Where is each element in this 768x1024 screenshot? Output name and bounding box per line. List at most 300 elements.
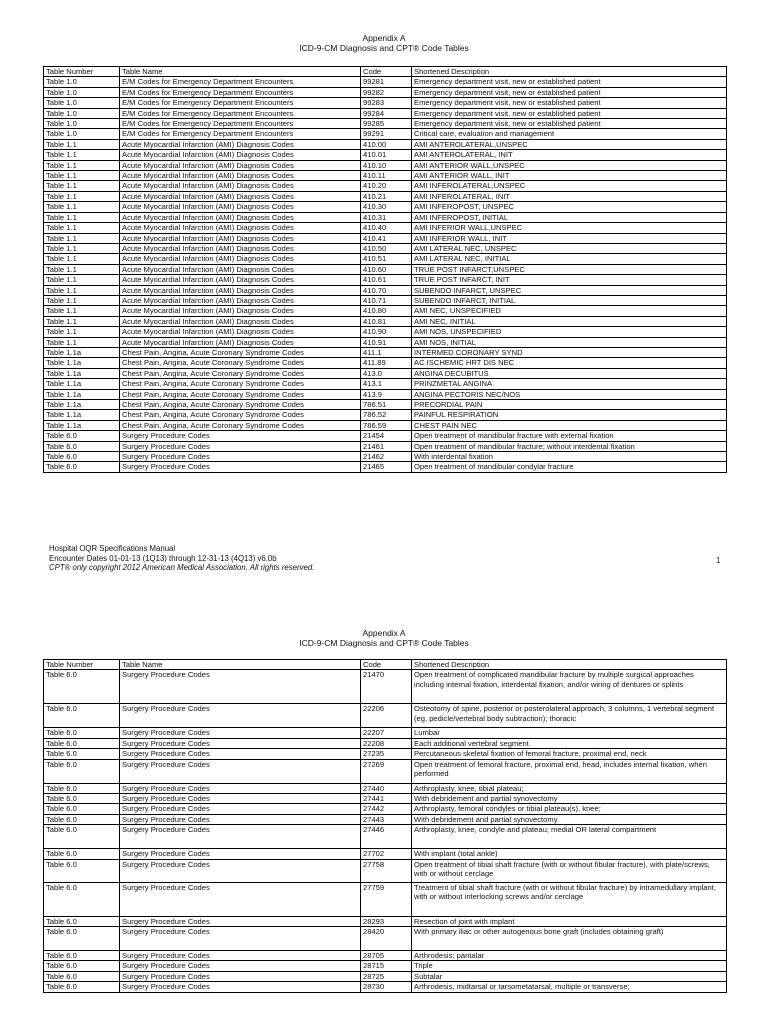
table-row — [44, 347, 727, 357]
table-number-cell: Table 1.1 — [44, 285, 120, 295]
code-cell: 410.30 — [361, 202, 412, 212]
table-number-cell: Table 1.0 — [44, 98, 120, 108]
code-cell: 99283 — [361, 98, 412, 108]
table-name-cell: Surgery Procedure Codes — [120, 462, 361, 472]
appendix-subtitle: ICD-9-CM Diagnosis and CPT® Code Tables — [299, 43, 469, 53]
table-row — [44, 783, 727, 793]
table-name-cell: Surgery Procedure Codes — [120, 982, 361, 992]
table-name-cell: Surgery Procedure Codes — [120, 441, 361, 451]
table-row — [44, 825, 727, 849]
table-name-cell: Acute Myocardial Infarction (AMI) Diagnosis Codes — [120, 295, 361, 305]
document-page-2 — [0, 592, 768, 1024]
table-row — [44, 420, 727, 430]
table-number-cell: Table 6.0 — [44, 961, 120, 971]
table-number-cell: Table 1.1 — [44, 191, 120, 201]
table-header-row — [44, 67, 727, 77]
description-cell: Lumbar — [412, 728, 727, 738]
code-cell: 21454 — [361, 431, 412, 441]
code-cell: 99291 — [361, 129, 412, 139]
table-name-cell: Acute Myocardial Infarction (AMI) Diagnosis Codes — [120, 285, 361, 295]
table-number-cell: Table 1.1 — [44, 171, 120, 181]
table-row — [44, 98, 727, 108]
table-row — [44, 223, 727, 233]
table-row — [44, 181, 727, 191]
table-row — [44, 814, 727, 824]
table-name-cell: Surgery Procedure Codes — [120, 882, 361, 916]
column-header: Table Number — [44, 660, 120, 670]
page-2-header — [0, 628, 768, 648]
table-number-cell: Table 1.1 — [44, 337, 120, 347]
code-cell: 22207 — [361, 728, 412, 738]
code-cell: 27441 — [361, 794, 412, 804]
table-row — [44, 982, 727, 992]
appendix-title: Appendix A — [362, 33, 406, 43]
table-number-cell: Table 1.1 — [44, 223, 120, 233]
table-number-cell: Table 6.0 — [44, 783, 120, 793]
table-name-cell: Surgery Procedure Codes — [120, 927, 361, 951]
description-cell: AMI INFEROLATERAL,UNSPEC — [412, 181, 727, 191]
table-number-cell: Table 1.1 — [44, 212, 120, 222]
table-name-cell: Acute Myocardial Infarction (AMI) Diagnosis Codes — [120, 212, 361, 222]
table-row — [44, 759, 727, 783]
table-number-cell: Table 1.1a — [44, 347, 120, 357]
table-name-cell: Chest Pain, Angina, Acute Coronary Syndrome Codes — [120, 358, 361, 368]
table-name-cell: Chest Pain, Angina, Acute Coronary Syndrome Codes — [120, 400, 361, 410]
description-cell: Triple — [412, 961, 727, 971]
code-cell: 413.1 — [361, 379, 412, 389]
table-name-cell: Acute Myocardial Infarction (AMI) Diagnosis Codes — [120, 275, 361, 285]
table-number-cell: Table 6.0 — [44, 728, 120, 738]
description-cell: INTERMED CORONARY SYND — [412, 347, 727, 357]
table-row — [44, 295, 727, 305]
code-cell: 410.61 — [361, 275, 412, 285]
page-number: 1 — [716, 556, 721, 565]
description-cell: Open treatment of mandibular fracture with external fixation — [412, 431, 727, 441]
column-header: Table Name — [120, 67, 361, 77]
description-cell: Osteotomy of spine, posterior or posterolateral approach, 3 columns, 1 vertebral segment (eg, pedicle/vertebral body subtraction); thoracic — [412, 704, 727, 728]
table-name-cell: E/M Codes for Emergency Department Encounters — [120, 119, 361, 129]
table-number-cell: Table 6.0 — [44, 749, 120, 759]
table-number-cell: Table 6.0 — [44, 882, 120, 916]
table-row — [44, 738, 727, 748]
table-number-cell: Table 6.0 — [44, 670, 120, 704]
table-number-cell: Table 6.0 — [44, 927, 120, 951]
table-number-cell: Table 1.1 — [44, 306, 120, 316]
table-row — [44, 327, 727, 337]
description-cell: AC ISCHEMIC HRT DIS NEC — [412, 358, 727, 368]
table-row — [44, 462, 727, 472]
code-cell: 27758 — [361, 859, 412, 882]
table-name-cell: Surgery Procedure Codes — [120, 783, 361, 793]
table-name-cell: Chest Pain, Angina, Acute Coronary Syndrome Codes — [120, 368, 361, 378]
table-row — [44, 150, 727, 160]
description-cell: AMI INFEROPOST, INITIAL — [412, 212, 727, 222]
code-cell: 27235 — [361, 749, 412, 759]
table-row — [44, 254, 727, 264]
table-number-cell: Table 6.0 — [44, 452, 120, 462]
description-cell: AMI INFERIOR WALL, INIT — [412, 233, 727, 243]
code-cell: 410.81 — [361, 316, 412, 326]
table-name-cell: Acute Myocardial Infarction (AMI) Diagnosis Codes — [120, 243, 361, 253]
table-name-cell: E/M Codes for Emergency Department Encounters — [120, 129, 361, 139]
table-name-cell: Surgery Procedure Codes — [120, 916, 361, 926]
code-cell: 786.52 — [361, 410, 412, 420]
table-row — [44, 368, 727, 378]
table-number-cell: Table 6.0 — [44, 462, 120, 472]
description-cell: PAINFUL RESPIRATION — [412, 410, 727, 420]
column-header: Shortened Description — [412, 67, 727, 77]
table-row — [44, 275, 727, 285]
table-name-cell: Surgery Procedure Codes — [120, 431, 361, 441]
description-cell: AMI ANTERIOR WALL, INIT — [412, 171, 727, 181]
code-cell: 410.70 — [361, 285, 412, 295]
table-number-cell: Table 1.0 — [44, 119, 120, 129]
table-name-cell: Surgery Procedure Codes — [120, 971, 361, 981]
table-number-cell: Table 6.0 — [44, 704, 120, 728]
table-name-cell: Surgery Procedure Codes — [120, 825, 361, 849]
description-cell: Open treatment of femoral fracture, proximal end, head, includes internal fixation, when performed — [412, 759, 727, 783]
code-cell: 21470 — [361, 670, 412, 704]
table-name-cell: Acute Myocardial Infarction (AMI) Diagnosis Codes — [120, 160, 361, 170]
code-cell: 410.60 — [361, 264, 412, 274]
table-name-cell: Chest Pain, Angina, Acute Coronary Syndrome Codes — [120, 389, 361, 399]
table-row — [44, 108, 727, 118]
table-name-cell: Surgery Procedure Codes — [120, 452, 361, 462]
table-number-cell: Table 1.1 — [44, 316, 120, 326]
column-header: Code — [361, 660, 412, 670]
table-row — [44, 119, 727, 129]
code-cell: 28705 — [361, 951, 412, 961]
code-table-page-1 — [43, 66, 727, 473]
table-number-cell: Table 1.1a — [44, 368, 120, 378]
description-cell: SUBENDO INFARCT, UNSPEC — [412, 285, 727, 295]
table-name-cell: Acute Myocardial Infarction (AMI) Diagnosis Codes — [120, 171, 361, 181]
appendix-subtitle: ICD-9-CM Diagnosis and CPT® Code Tables — [299, 638, 469, 648]
code-cell: 411.1 — [361, 347, 412, 357]
description-cell: Treatment of tibial shaft fracture (with or without fibular fracture) by intramedullary implant, with or without interlocking screws and/or cerclage — [412, 882, 727, 916]
code-table-page-2 — [43, 659, 727, 993]
table-number-cell: Table 6.0 — [44, 916, 120, 926]
description-cell: Each additional vertebral segment — [412, 738, 727, 748]
column-header: Table Name — [120, 660, 361, 670]
description-cell: Resection of joint with implant — [412, 916, 727, 926]
code-cell: 410.50 — [361, 243, 412, 253]
code-cell: 27440 — [361, 783, 412, 793]
description-cell: Open treatment of complicated mandibular fracture by multiple surgical approaches including internal fixation, interdental fixation, and/or wiring of dentures or splints — [412, 670, 727, 704]
description-cell: PRINZMETAL ANGINA — [412, 379, 727, 389]
table-number-cell: Table 1.0 — [44, 87, 120, 97]
table-row — [44, 927, 727, 951]
table-row — [44, 77, 727, 87]
code-cell: 27759 — [361, 882, 412, 916]
table-row — [44, 882, 727, 916]
description-cell: SUBENDO INFARCT, INITIAL — [412, 295, 727, 305]
footer-copyright: CPT® only copyright 2012 American Medical Association. All rights reserved. — [49, 563, 315, 573]
code-cell: 28730 — [361, 982, 412, 992]
table-row — [44, 804, 727, 814]
column-header: Shortened Description — [412, 660, 727, 670]
description-cell: ANGINA PECTORIS NEC/NOS — [412, 389, 727, 399]
code-cell: 99284 — [361, 108, 412, 118]
table-name-cell: Surgery Procedure Codes — [120, 670, 361, 704]
description-cell: With interdental fixation — [412, 452, 727, 462]
code-cell: 410.41 — [361, 233, 412, 243]
table-name-cell: Chest Pain, Angina, Acute Coronary Syndrome Codes — [120, 379, 361, 389]
table-number-cell: Table 1.1 — [44, 181, 120, 191]
table-row — [44, 794, 727, 804]
table-row — [44, 410, 727, 420]
table-row — [44, 358, 727, 368]
table-row — [44, 441, 727, 451]
code-cell: 28420 — [361, 927, 412, 951]
table-name-cell: Acute Myocardial Infarction (AMI) Diagnosis Codes — [120, 264, 361, 274]
table-number-cell: Table 1.1a — [44, 358, 120, 368]
table-number-cell: Table 6.0 — [44, 441, 120, 451]
code-cell: 410.40 — [361, 223, 412, 233]
table-number-cell: Table 1.0 — [44, 77, 120, 87]
table-name-cell: E/M Codes for Emergency Department Encounters — [120, 77, 361, 87]
code-cell: 22208 — [361, 738, 412, 748]
table-name-cell: Chest Pain, Angina, Acute Coronary Syndrome Codes — [120, 410, 361, 420]
table-name-cell: E/M Codes for Emergency Department Encounters — [120, 108, 361, 118]
code-cell: 27442 — [361, 804, 412, 814]
table-number-cell: Table 1.1 — [44, 150, 120, 160]
table-row — [44, 160, 727, 170]
page-1-footer — [49, 544, 729, 573]
table-row — [44, 212, 727, 222]
table-name-cell: Acute Myocardial Infarction (AMI) Diagnosis Codes — [120, 306, 361, 316]
table-number-cell: Table 6.0 — [44, 971, 120, 981]
description-cell: AMI LATERAL NEC, INITIAL — [412, 254, 727, 264]
table-row — [44, 139, 727, 149]
code-cell: 413.9 — [361, 389, 412, 399]
code-cell: 786.51 — [361, 400, 412, 410]
table-row — [44, 670, 727, 704]
description-cell: ANGINA DECUBITUS — [412, 368, 727, 378]
table-number-cell: Table 1.1a — [44, 420, 120, 430]
table-row — [44, 285, 727, 295]
description-cell: Open treatment of mandibular fracture; without interdental fixation — [412, 441, 727, 451]
table-number-cell: Table 1.1 — [44, 295, 120, 305]
code-cell: 410.90 — [361, 327, 412, 337]
code-cell: 410.80 — [361, 306, 412, 316]
description-cell: Open treatment of mandibular condylar fracture — [412, 462, 727, 472]
code-cell: 410.20 — [361, 181, 412, 191]
table-name-cell: Surgery Procedure Codes — [120, 859, 361, 882]
description-cell: AMI INFEROLATERAL, INIT — [412, 191, 727, 201]
description-cell: TRUE POST INFARCT, INIT — [412, 275, 727, 285]
code-cell: 21465 — [361, 462, 412, 472]
table-row — [44, 233, 727, 243]
description-cell: With debridement and partial synovectomy — [412, 814, 727, 824]
description-cell: AMI ANTERIOR WALL,UNSPEC — [412, 160, 727, 170]
table-row — [44, 859, 727, 882]
description-cell: PRECORDIAL PAIN — [412, 400, 727, 410]
table-row — [44, 704, 727, 728]
table-row — [44, 749, 727, 759]
table-name-cell: Surgery Procedure Codes — [120, 814, 361, 824]
table-name-cell: Surgery Procedure Codes — [120, 951, 361, 961]
code-cell: 27269 — [361, 759, 412, 783]
table-name-cell: Acute Myocardial Infarction (AMI) Diagnosis Codes — [120, 233, 361, 243]
table-name-cell: Acute Myocardial Infarction (AMI) Diagnosis Codes — [120, 327, 361, 337]
table-name-cell: Surgery Procedure Codes — [120, 749, 361, 759]
table-number-cell: Table 6.0 — [44, 859, 120, 882]
code-cell: 410.51 — [361, 254, 412, 264]
table-number-cell: Table 1.1 — [44, 264, 120, 274]
code-cell: 410.91 — [361, 337, 412, 347]
table-row — [44, 916, 727, 926]
description-cell: Arthrodesis, midtarsal or tarsometatarsal, multiple or transverse; — [412, 982, 727, 992]
code-cell: 410.11 — [361, 171, 412, 181]
code-cell: 27446 — [361, 825, 412, 849]
code-cell: 27443 — [361, 814, 412, 824]
description-cell: With implant (total ankle) — [412, 849, 727, 859]
table-row — [44, 202, 727, 212]
table-number-cell: Table 1.0 — [44, 129, 120, 139]
code-cell: 413.0 — [361, 368, 412, 378]
description-cell: AMI NOS, INITIAL — [412, 337, 727, 347]
table-number-cell: Table 1.1 — [44, 202, 120, 212]
table-row — [44, 728, 727, 738]
table-header-row — [44, 660, 727, 670]
table-name-cell: Chest Pain, Angina, Acute Coronary Syndrome Codes — [120, 420, 361, 430]
table-number-cell: Table 1.1 — [44, 233, 120, 243]
table-row — [44, 87, 727, 97]
appendix-title: Appendix A — [362, 628, 406, 638]
footer-encounter-dates: Encounter Dates 01-01-13 (1Q13) through 12-31-13 (4Q13) v6.0b — [49, 553, 277, 563]
footer-manual-title: Hospital OQR Specifications Manual — [49, 544, 176, 553]
table-row — [44, 191, 727, 201]
code-cell: 410.31 — [361, 212, 412, 222]
description-cell: Emergency department visit, new or established patient — [412, 87, 727, 97]
table-name-cell: E/M Codes for Emergency Department Encounters — [120, 87, 361, 97]
table-number-cell: Table 1.1a — [44, 410, 120, 420]
description-cell: With primary iliac or other autogenous bone graft (includes obtaining graft) — [412, 927, 727, 951]
description-cell: AMI ANTEROLATERAL, INIT — [412, 150, 727, 160]
table-number-cell: Table 1.0 — [44, 108, 120, 118]
table-number-cell: Table 6.0 — [44, 738, 120, 748]
table-row — [44, 337, 727, 347]
column-header: Table Number — [44, 67, 120, 77]
table-name-cell: E/M Codes for Emergency Department Encounters — [120, 98, 361, 108]
code-cell: 410.21 — [361, 191, 412, 201]
table-row — [44, 264, 727, 274]
table-name-cell: Surgery Procedure Codes — [120, 738, 361, 748]
table-row — [44, 971, 727, 981]
code-cell: 410.71 — [361, 295, 412, 305]
description-cell: TRUE POST INFARCT,UNSPEC — [412, 264, 727, 274]
code-cell: 99281 — [361, 77, 412, 87]
description-cell: Open treatment of tibial shaft fracture (with or without fibular fracture), with plate/screws, with or without cerclage — [412, 859, 727, 882]
table-number-cell: Table 6.0 — [44, 431, 120, 441]
code-cell: 28725 — [361, 971, 412, 981]
code-cell: 410.01 — [361, 150, 412, 160]
column-header: Code — [361, 67, 412, 77]
table-name-cell: Acute Myocardial Infarction (AMI) Diagnosis Codes — [120, 181, 361, 191]
table-number-cell: Table 1.1 — [44, 243, 120, 253]
table-name-cell: Surgery Procedure Codes — [120, 704, 361, 728]
description-cell: Subtalar — [412, 971, 727, 981]
description-cell: AMI NOS, UNSPECIFIED — [412, 327, 727, 337]
code-cell: 21462 — [361, 452, 412, 462]
table-name-cell: Surgery Procedure Codes — [120, 961, 361, 971]
table-number-cell: Table 1.1 — [44, 160, 120, 170]
table-name-cell: Surgery Procedure Codes — [120, 794, 361, 804]
description-cell: Emergency department visit, new or established patient — [412, 77, 727, 87]
description-cell: AMI ANTEROLATERAL,UNSPEC — [412, 139, 727, 149]
table-name-cell: Surgery Procedure Codes — [120, 759, 361, 783]
table-row — [44, 171, 727, 181]
description-cell: With debridement and partial synovectomy — [412, 794, 727, 804]
table-row — [44, 129, 727, 139]
table-row — [44, 431, 727, 441]
table-number-cell: Table 6.0 — [44, 804, 120, 814]
description-cell: AMI NEC, INITIAL — [412, 316, 727, 326]
table-row — [44, 243, 727, 253]
description-cell: Arthroplasty, femoral condyles or tibial plateau(s), knee; — [412, 804, 727, 814]
table-name-cell: Acute Myocardial Infarction (AMI) Diagnosis Codes — [120, 337, 361, 347]
code-cell: 99285 — [361, 119, 412, 129]
table-number-cell: Table 1.1 — [44, 254, 120, 264]
page-1-header — [0, 33, 768, 53]
code-cell: 411.89 — [361, 358, 412, 368]
table-row — [44, 452, 727, 462]
table-name-cell: Surgery Procedure Codes — [120, 804, 361, 814]
description-cell: Arthroplasty, knee, condyle and plateau; medial OR lateral compartment — [412, 825, 727, 849]
table-name-cell: Acute Myocardial Infarction (AMI) Diagnosis Codes — [120, 223, 361, 233]
code-cell: 28715 — [361, 961, 412, 971]
table-number-cell: Table 1.1 — [44, 139, 120, 149]
table-number-cell: Table 6.0 — [44, 951, 120, 961]
code-cell: 99282 — [361, 87, 412, 97]
description-cell: AMI NEC, UNSPECIFIED — [412, 306, 727, 316]
table-name-cell: Acute Myocardial Infarction (AMI) Diagnosis Codes — [120, 150, 361, 160]
description-cell: Arthrodesis; pantalar — [412, 951, 727, 961]
table-row — [44, 379, 727, 389]
code-cell: 21461 — [361, 441, 412, 451]
table-number-cell: Table 6.0 — [44, 825, 120, 849]
table-number-cell: Table 1.1a — [44, 389, 120, 399]
description-cell: AMI LATERAL NEC, UNSPEC — [412, 243, 727, 253]
code-cell: 786.59 — [361, 420, 412, 430]
table-row — [44, 389, 727, 399]
table-name-cell: Acute Myocardial Infarction (AMI) Diagnosis Codes — [120, 191, 361, 201]
table-number-cell: Table 1.1a — [44, 379, 120, 389]
description-cell: Percutaneous skeletal fixation of femoral fracture, proximal end, neck — [412, 749, 727, 759]
table-name-cell: Acute Myocardial Infarction (AMI) Diagnosis Codes — [120, 254, 361, 264]
description-cell: Emergency department visit, new or established patient — [412, 119, 727, 129]
table-name-cell: Acute Myocardial Infarction (AMI) Diagnosis Codes — [120, 202, 361, 212]
table-name-cell: Acute Myocardial Infarction (AMI) Diagnosis Codes — [120, 139, 361, 149]
table-number-cell: Table 1.1a — [44, 400, 120, 410]
table-row — [44, 961, 727, 971]
code-cell: 27702 — [361, 849, 412, 859]
description-cell: Emergency department visit, new or established patient — [412, 98, 727, 108]
description-cell: AMI INFEROPOST, UNSPEC — [412, 202, 727, 212]
table-number-cell: Table 6.0 — [44, 794, 120, 804]
table-name-cell: Acute Myocardial Infarction (AMI) Diagnosis Codes — [120, 316, 361, 326]
description-cell: AMI INFERIOR WALL,UNSPEC — [412, 223, 727, 233]
description-cell: Critical care, evaluation and management — [412, 129, 727, 139]
table-number-cell: Table 6.0 — [44, 814, 120, 824]
table-row — [44, 849, 727, 859]
description-cell: CHEST PAIN NEC — [412, 420, 727, 430]
code-cell: 28293 — [361, 916, 412, 926]
table-name-cell: Surgery Procedure Codes — [120, 849, 361, 859]
table-number-cell: Table 6.0 — [44, 759, 120, 783]
table-number-cell: Table 1.1 — [44, 275, 120, 285]
